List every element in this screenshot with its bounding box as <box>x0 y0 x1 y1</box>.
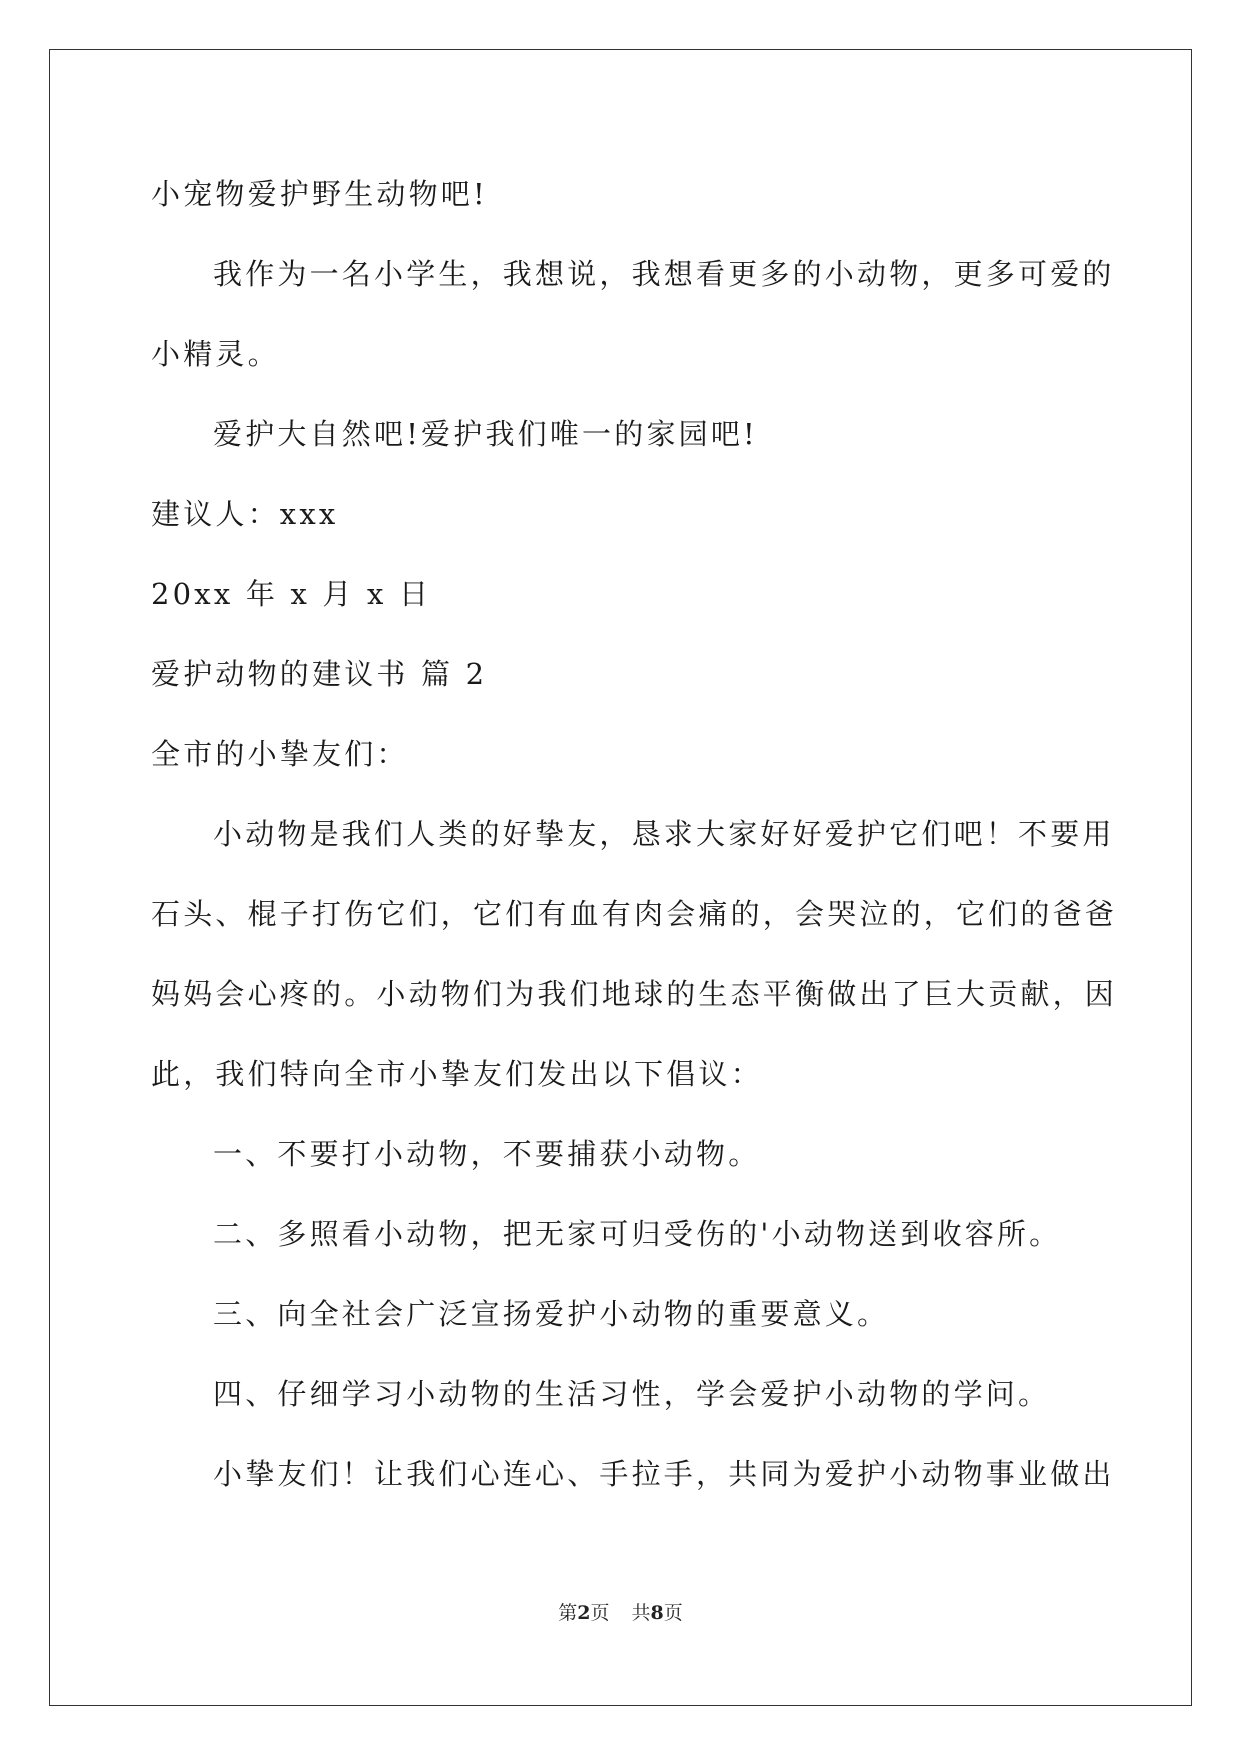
proposal-item-1: 一、不要打小动物，不要捕获小动物。 <box>213 1137 761 1171</box>
text-line-3: 小精灵。 <box>151 337 280 371</box>
text-line-1: 小宠物爱护野生动物吧! <box>151 177 488 211</box>
text-line-2: 我作为一名小学生，我想说，我想看更多的小动物，更多可爱的 <box>213 257 1115 291</box>
proposal-item-3: 三、向全社会广泛宣扬爱护小动物的重要意义。 <box>213 1297 890 1331</box>
text-line-9: 小动物是我们人类的好挚友，恳求大家好好爱护它们吧！不要用 <box>213 817 1115 851</box>
text-line-4: 爱护大自然吧!爱护我们唯一的家园吧! <box>213 417 758 451</box>
proposal-item-4: 四、仔细学习小动物的生活习性，学会爱护小动物的学问。 <box>213 1377 1051 1411</box>
page-number: 2 <box>577 1602 591 1624</box>
page-footer <box>0 1600 1241 1626</box>
section-title: 爱护动物的建议书 篇 2 <box>151 657 488 691</box>
page-suffix: 页 <box>590 1602 610 1624</box>
date-line: 20xx 年 x 月 x 日 <box>151 577 432 611</box>
total-prefix: 共 <box>631 1602 651 1624</box>
text-line-17: 小挚友们！让我们心连心、手拉手，共同为爱护小动物事业做出 <box>213 1457 1115 1491</box>
total-suffix: 页 <box>663 1602 683 1624</box>
text-line-12: 此，我们特向全市小挚友们发出以下倡议： <box>151 1057 763 1091</box>
text-line-10: 石头、棍子打伤它们，它们有血有肉会痛的，会哭泣的，它们的爸爸 <box>151 897 1118 931</box>
page-prefix: 第 <box>558 1602 578 1624</box>
text-line-11: 妈妈会心疼的。小动物们为我们地球的生态平衡做出了巨大贡献，因 <box>151 977 1118 1011</box>
proposal-item-2: 二、多照看小动物，把无家可归受伤的'小动物送到收容所。 <box>213 1217 1062 1251</box>
total-pages: 8 <box>650 1602 664 1624</box>
signer-line: 建议人：xxx <box>151 497 339 531</box>
salutation: 全市的小挚友们： <box>151 737 409 771</box>
